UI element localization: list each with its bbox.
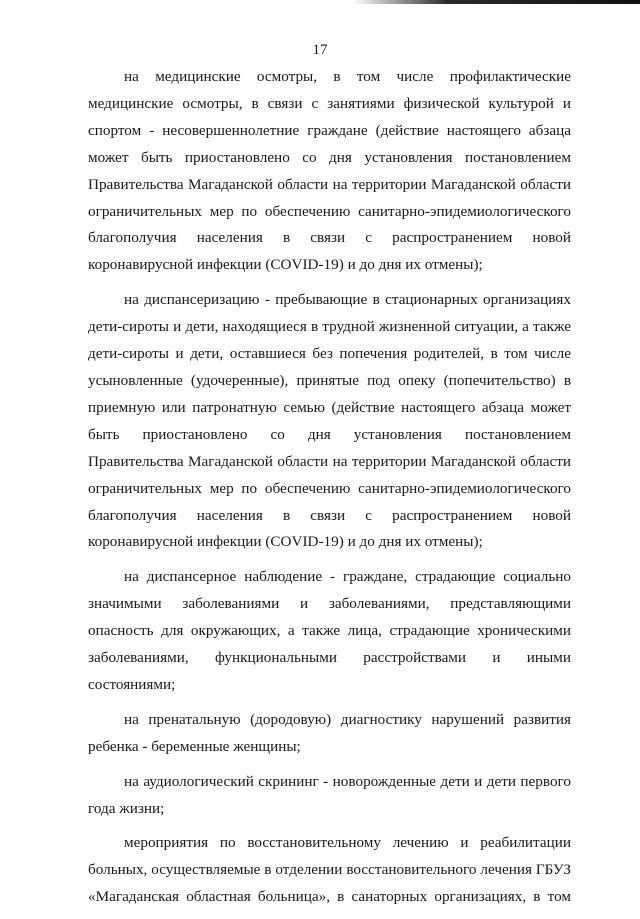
- paragraph-dispensarization: на диспансеризацию - пребывающие в стационарных организациях дети-сироты и дети, находящиеся в трудной жизненной ситуации, а также дети-сироты и дети, оставшиеся без попечения родителей, в том числе усыновленные (удочеренные), принятые под опеку (попечительство) в приемную или патронатную семью (действие настоящего абзаца может быть приостановлено со дня установления постановлением Правительства Магаданской области на территории Магаданской области ограничительных мер по обеспечению санитарно-эпидемиологического благополучия населения в связи с распространением новой коронавирусной инфекции (COVID-19) и до дня их отмены);: [88, 291, 571, 551]
- document-body: [88, 64, 571, 919]
- paragraph-dispensary-observation: на диспансерное наблюдение - граждане, страдающие социально значимыми заболеваниями и заболеваниями, представляющими опасность для окружающих, а также лица, страдающие хроническими заболеваниями, функциональными расстройствами и иными состояниями;: [88, 568, 571, 693]
- paragraph-prenatal-diagnostics: на пренатальную (дородовую) диагностику нарушений развития ребенка - беременные женщины;: [88, 710, 571, 755]
- paragraph-audiological-screening: на аудиологический скрининг - новорожденные дети и дети первого года жизни;: [88, 772, 571, 817]
- paragraph-rehabilitation: мероприятия по восстановительному лечению и реабилитации больных, осуществляемые в отделении восстановительного лечения ГБУЗ «Магаданская областная больница», в санаторных организациях, в том: [88, 834, 571, 906]
- page-number: 17: [312, 42, 328, 58]
- paragraph-medical-examinations: на медицинские осмотры, в том числе профилактические медицинские осмотры, в связи с занятиями физической культурой и спортом - несовершеннолетние граждане (действие настоящего абзаца может быть приостановлено со дня установления постановлением Правительства Магаданской области на территории Магаданской области ограничительных мер по обеспечению санитарно-эпидемиологического благополучия населения в связи с распространением новой коронавирусной инфекции (COVID-19) и до дня их отмены);: [88, 68, 571, 274]
- scan-top-edge: [0, 0, 640, 4]
